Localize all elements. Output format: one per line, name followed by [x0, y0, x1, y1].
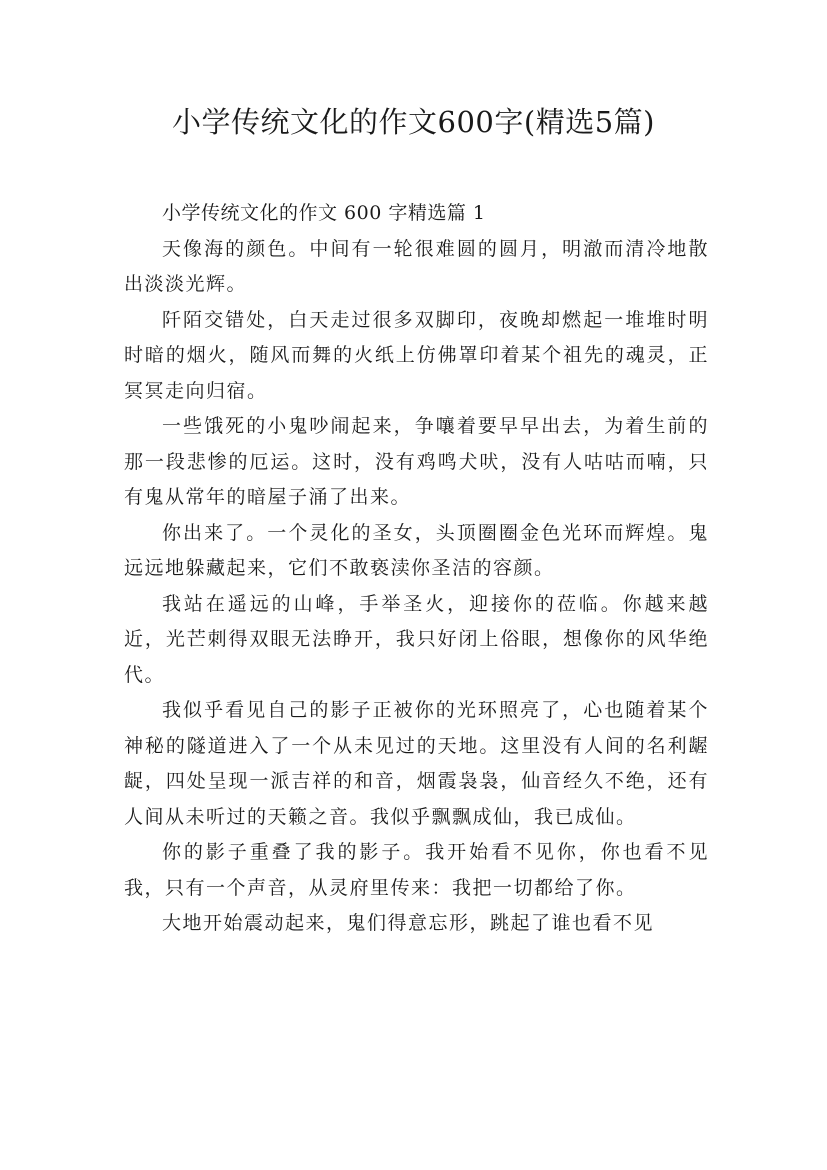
paragraph-1: 天像海的颜色。中间有一轮很难圆的圆月，明澈而清冷地散出淡淡光辉。: [124, 237, 709, 295]
paragraph-8: 大地开始震动起来，鬼们得意忘形，跳起了谁也看不见: [162, 912, 655, 934]
paragraph-5: 我站在遥远的山峰，手举圣火，迎接你的莅临。你越来越近，光芒刺得双眼无法睁开，我只好闭上俗眼，想像你的风华绝代。: [124, 592, 709, 686]
document-title: 小学传统文化的作文600字(精选5篇): [172, 105, 655, 139]
section-heading: 小学传统文化的作文 600 字精选篇 1: [162, 202, 486, 224]
paragraph-2: 阡陌交错处，白天走过很多双脚印，夜晚却燃起一堆堆时明时暗的烟火，随风而舞的火纸上仿佛罩印着某个祖先的魂灵，正冥冥走向归宿。: [124, 308, 709, 402]
paragraph-3: 一些饿死的小鬼吵闹起来，争嚷着要早早出去，为着生前的那一段悲惨的厄运。这时，没有鸡鸣犬吠，没有人咕咕而喃，只有鬼从常年的暗屋子涌了出来。: [124, 415, 709, 508]
paragraph-7: 你的影子重叠了我的影子。我开始看不见你，你也看不见我，只有一个声音，从灵府里传来：我把一切都给了你。: [124, 841, 709, 899]
paragraph-4: 你出来了。一个灵化的圣女，头顶圈圈金色光环而辉煌。鬼远远地躲藏起来，它们不敢亵渎你圣洁的容颜。: [124, 521, 709, 579]
paragraph-6: 我似乎看见自己的影子正被你的光环照亮了，心也随着某个神秘的隧道进入了一个从未见过的天地。这里没有人间的名利龌龊，四处呈现一派吉祥的和音，烟霞袅袅，仙音经久不绝，还有人间从未听过的天籁之音。我似乎飘飘成仙，我已成仙。: [124, 699, 709, 828]
document-body: [124, 196, 709, 942]
